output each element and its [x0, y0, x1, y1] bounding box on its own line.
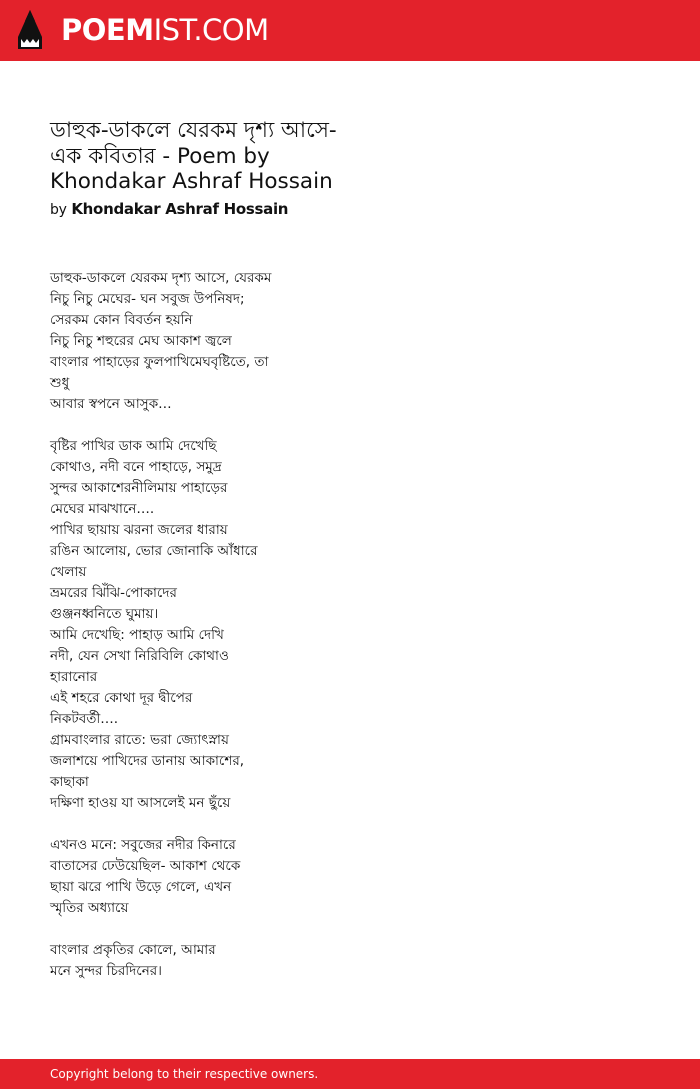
- poem-line: মেঘের মাঝখানে….: [50, 501, 155, 517]
- poem-body: [50, 268, 290, 982]
- pencil-logo-icon[interactable]: [17, 9, 43, 51]
- poem-line: আমি দেখেছি: পাহাড় আমি দেখি: [50, 627, 224, 643]
- poem-line: রঙিন আলোয়, ভোর জোনাকি আঁধারে: [50, 543, 258, 559]
- poem-line: আবার স্বপনে আসুক…: [50, 396, 172, 412]
- poem-line: গুঞ্জনধ্বনিতে ঘুমায়।: [50, 606, 159, 622]
- poem-line: হারানোর: [50, 669, 98, 685]
- site-footer: [0, 1059, 700, 1089]
- poem-line: স্মৃতির অধ্যায়ে: [50, 900, 129, 916]
- poem-line: নদী, যেন সেখা নিরিবিলি কোথাও: [50, 648, 229, 664]
- poem-line: খেলায়: [50, 564, 87, 580]
- poem-line: নিচু নিচু শহুরের মেঘ আকাশ জ্বলে: [50, 333, 232, 349]
- poem-line: [50, 919, 290, 940]
- poem-title: ডাহুক-ডাকলে যেরকম দৃশ্য আসে- এক কবিতার - Poem by Khondakar Ashraf Hossain: [50, 118, 337, 194]
- logo-light-text: IST.COM: [153, 13, 269, 47]
- poem-line: জলাশয়ে পাখিদের ডানায় আকাশের,: [50, 753, 245, 769]
- byline: [50, 199, 288, 220]
- site-logo[interactable]: [61, 12, 269, 48]
- poem-line: কাছাকা: [50, 774, 89, 790]
- site-header: [0, 0, 700, 61]
- poem-line: সেরকম কোন বিবর্তন হয়নি: [50, 312, 193, 328]
- poem-line: গ্রামবাংলার রাতে: ভরা জ্যোৎস্নায়: [50, 732, 229, 748]
- poem-line: ডাহুক-ডাকলে যেরকম দৃশ্য আসে, যেরকম: [50, 270, 272, 286]
- poem-line: বাতাসের ঢেউয়েছিল- আকাশ থেকে: [50, 858, 241, 874]
- poem-line: বাংলার প্রকৃতির কোলে, আমার: [50, 942, 216, 958]
- poem-line: [50, 415, 290, 436]
- poem-line: নিকটবর্তী….: [50, 711, 119, 727]
- poem-line: এখনও মনে: সবুজের নদীর কিনারে: [50, 837, 236, 853]
- poem-line: এই শহরে কোথা দূর দ্বীপের: [50, 690, 193, 706]
- copyright-text: Copyright belong to their respective owners.: [50, 1067, 319, 1081]
- author-name[interactable]: Khondakar Ashraf Hossain: [71, 200, 289, 218]
- by-label: by: [50, 202, 67, 218]
- poem-line: সুন্দর আকাশেরনীলিমায় পাহাড়ের: [50, 480, 228, 496]
- poem-line: বৃষ্টির পাখির ডাক আমি দেখেছি: [50, 438, 217, 454]
- logo-bold-text: POEM: [61, 13, 154, 47]
- poem-line: পাখির ছায়ায় ঝরনা জলের ধারায়: [50, 522, 228, 538]
- poem-line: কোথাও, নদী বনে পাহাড়ে, সমুদ্র: [50, 459, 222, 475]
- poem-line: ভ্রমরের ঝিঁঝি-পোকাদের: [50, 585, 177, 601]
- poem-line: বাংলার পাহাড়ের ফুলপাখিমেঘবৃষ্টিতে, তা: [50, 354, 269, 370]
- poem-line: দক্ষিণা হাওয় যা আসলেই মন ছুঁয়ে: [50, 795, 231, 811]
- poem-line: [50, 814, 290, 835]
- poem-line: শুধু: [50, 375, 70, 391]
- poem-line: ছায়া ঝরে পাখি উড়ে গেলে, এখন: [50, 879, 232, 895]
- poem-line: নিচু নিচু মেঘের- ঘন সবুজ উপনিষদ;: [50, 291, 245, 307]
- poem-line: মনে সুন্দর চিরদিনের।: [50, 963, 163, 979]
